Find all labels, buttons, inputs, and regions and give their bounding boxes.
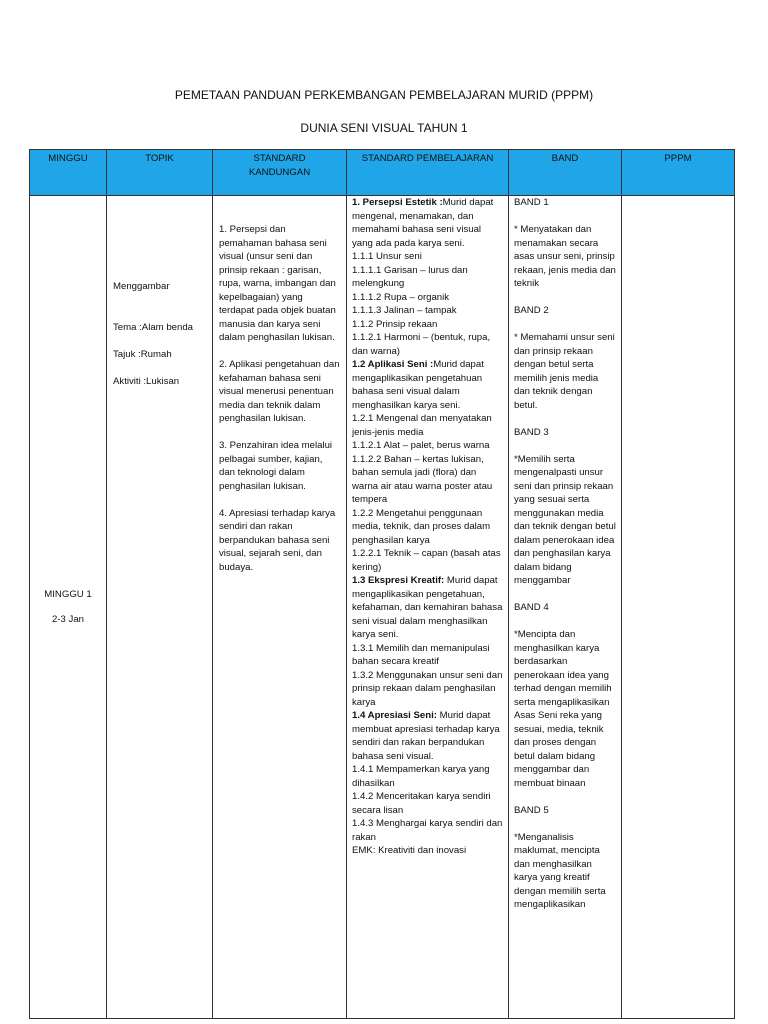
sp-line [352, 547, 504, 574]
sp-line-heading: 1.3 Ekspresi Kreatif: [352, 575, 445, 586]
sp-line [352, 844, 504, 858]
sp-line [352, 439, 504, 453]
sp-line-text: Murid dapat mengaplikasikan pengetahuan bahasa seni visual dalam menghasilkan karya seni. [352, 359, 484, 411]
sp-line-text: 1.1.2 Prinsip rekaan [352, 318, 438, 330]
cell-standard-pembelajaran [347, 196, 509, 1019]
sp-line-text: Murid dapat membuat apresiasi terhadap karya sendiri dan rakan berpandukan bahasa seni visual. [352, 710, 500, 762]
cell-topik [107, 196, 213, 1019]
aktiviti-label: Aktiviti :Lukisan [113, 375, 180, 387]
sp-line-text: 1.4.3 Menghargai karya sendiri dan rakan [352, 818, 503, 843]
sp-line-heading: 1.2 Aplikasi Seni : [352, 359, 434, 370]
sp-line-text: 1.1.2.1 Harmoni – (bentuk, rupa, dan warna) [352, 332, 491, 357]
cell-pppm [622, 196, 735, 1019]
sk-item: 2. Aplikasi pengetahuan dan kefahaman bahasa seni visual menerusi penentuan media dan teknik dalam penghasilan lukisan. [219, 359, 340, 424]
sp-line-text: 1.3.1 Memilih dan memanipulasi bahan secara kreatif [352, 642, 490, 667]
band-label: BAND 5 [514, 804, 549, 816]
sp-line-text: 1.1.1.3 Jalinan – tampak [352, 305, 457, 316]
sp-line-text: 1.1.1 Unsur seni [352, 251, 422, 262]
sp-line [352, 331, 504, 358]
band-label: BAND 4 [514, 602, 549, 613]
sp-line-heading: 1. Persepsi Estetik : [352, 197, 443, 208]
pppm-table [29, 149, 735, 1019]
band-description: * Menyatakan dan menamakan secara asas unsur seni, prinsip rekaan, jenis media dan teknik [514, 224, 616, 289]
sp-line [352, 574, 504, 642]
sp-line-text: Murid dapat mengaplikasikan pengetahuan, kefahaman, dan kemahiran bahasa seni visual dalam menghasilkan karya seni. [352, 575, 503, 640]
document-subtitle: DUNIA SENI VISUAL TAHUN 1 [300, 121, 468, 135]
header-pppm: PPPM [622, 150, 735, 196]
sp-line [352, 250, 504, 264]
band-description: *Menganalisis maklumat, mencipta dan menghasilkan karya yang kreatif dengan memilih serta mengaplikasikan [514, 831, 606, 910]
tajuk-label: Tajuk :Rumah [113, 348, 172, 360]
sp-line [352, 196, 504, 250]
table-row [30, 196, 735, 1019]
sp-line-text: Murid dapat mengenal, menamakan, dan memahami bahasa seni visual yang ada pada karya seni. [352, 197, 494, 249]
band-list [514, 196, 616, 912]
band-description: * Memahami unsur seni dan prinsip rekaan dengan betul serta memilih jenis media dan teknik dengan betul. [514, 332, 615, 411]
sp-line [352, 669, 504, 710]
header-band: BAND [509, 150, 622, 196]
sp-line [352, 412, 504, 439]
sp-line [352, 291, 504, 305]
sp-line [352, 264, 504, 291]
sp-line-text: 1.2.1 Mengenal dan menyatakan jenis-jenis media [352, 413, 492, 438]
sp-line [352, 318, 504, 332]
header-standard-kandungan: STANDARD KANDUNGAN [213, 150, 347, 196]
sp-line-text: 1.2.2 Mengetahui penggunaan media, teknik, dan proses dalam penghasilan karya [352, 507, 491, 546]
sp-line [352, 453, 504, 507]
topic-label: Menggambar [113, 281, 170, 292]
cell-minggu [30, 196, 107, 1019]
sk-item: 4. Apresiasi terhadap karya sendiri dan rakan berpandukan bahasa seni visual, sejarah seni, dan budaya. [219, 507, 336, 573]
header-standard-pembelajaran: STANDARD PEMBELAJARAN [347, 150, 509, 196]
week-date: 2-3 Jan [52, 614, 84, 625]
sp-line [352, 709, 504, 763]
tema-label: Tema :Alam benda [113, 321, 193, 333]
sk-item: 1. Persepsi dan pemahaman bahasa seni visual (unsur seni dan prinsip rekaan : garisan, rupa, warna, imbangan dan kepelbagaian) yang terdapat pada objek buatan manusia dan karya seni dalam penghasilan lukisan. [219, 224, 336, 343]
document-title: PEMETAAN PANDUAN PERKEMBANGAN PEMBELAJARAN MURID (PPPM) [174, 88, 594, 102]
sp-line-text: 1.2.2.1 Teknik – capan (basah atas kering) [352, 548, 501, 573]
header-topik: TOPIK [107, 150, 213, 196]
header-minggu: MINGGU [30, 150, 107, 196]
band-label: BAND 3 [514, 426, 549, 438]
sp-line-heading: 1.4 Apresiasi Seni: [352, 710, 437, 721]
sp-line-text: 1.4.1 Mempamerkan karya yang dihasilkan [352, 764, 490, 789]
sp-line-text: 1.1.2.1 Alat – palet, berus warna [352, 440, 490, 451]
cell-standard-kandungan [213, 196, 347, 1019]
sp-line [352, 358, 504, 412]
sp-line [352, 817, 504, 844]
table-header-row [30, 150, 735, 196]
band-label: BAND 2 [514, 305, 549, 316]
sp-line-text: 1.3.2 Menggunakan unsur seni dan prinsip rekaan dalam penghasilan karya [352, 669, 503, 708]
sk-item: 3. Penzahiran idea melalui pelbagai sumber, kajian, dan teknologi dalam penghasilan lukisan. [219, 440, 333, 492]
sp-line [352, 507, 504, 548]
sp-line [352, 642, 504, 669]
sp-line [352, 763, 504, 790]
sp-line-text: EMK: Kreativiti dan inovasi [352, 845, 467, 856]
sp-line-text: 1.4.2 Menceritakan karya sendiri secara lisan [352, 791, 491, 816]
week-label: MINGGU 1 [44, 588, 92, 600]
sp-line [352, 304, 504, 318]
band-description: *Memilih serta mengenalpasti unsur seni dan prinsip rekaan yang sesuai serta menggunakan media dan teknik dengan betul dalam penerokaan idea dan penghasilan karya dalam bidang menggambar [514, 453, 616, 586]
band-description: *Mencipta dan menghasilkan karya berdasarkan penerokaan idea yang terhad dengan memilih serta mengaplikasikan Asas Seni reka yang sesuai, media, teknik dan proses dengan betul dalam bidang menggambar dan membuat binaan [514, 629, 612, 789]
sp-list [352, 196, 504, 858]
sp-line [352, 790, 504, 817]
cell-band [509, 196, 622, 1019]
sp-line-text: 1.1.1.2 Rupa – organik [352, 291, 450, 303]
sp-line-text: 1.1.2.2 Bahan – kertas lukisan, bahan semula jadi (flora) dan warna air atau warna poster atau tempera [352, 453, 493, 505]
sp-line-text: 1.1.1.1 Garisan – lurus dan melengkung [352, 264, 468, 289]
band-label: BAND 1 [514, 197, 549, 208]
